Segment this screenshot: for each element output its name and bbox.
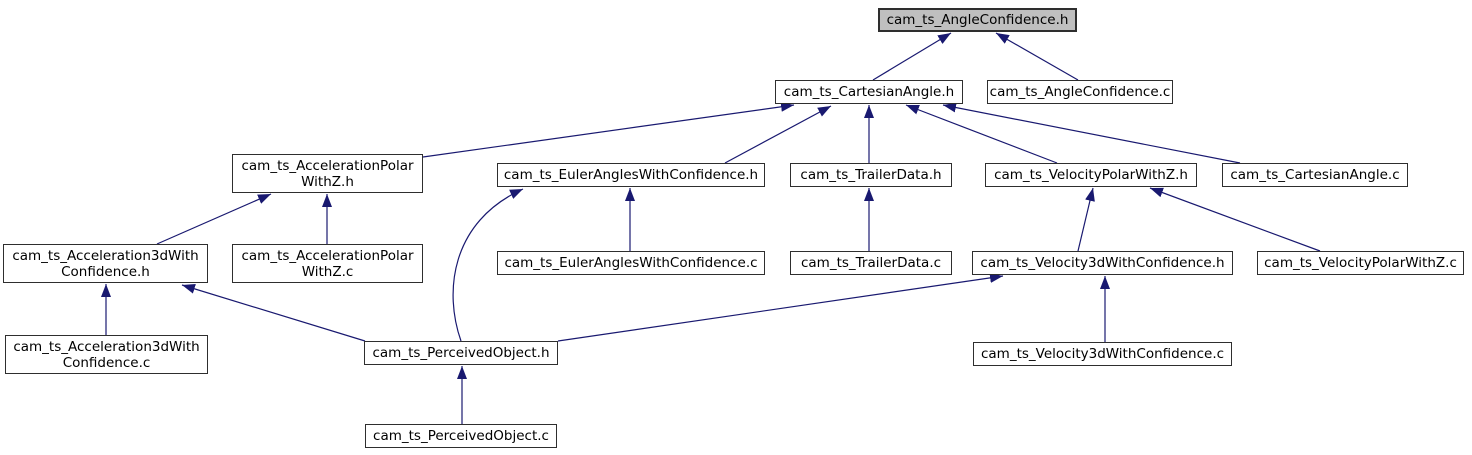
graph-node-vel3dconf_h[interactable] bbox=[972, 251, 1233, 275]
graph-node-label: cam_ts_AngleConfidence.h bbox=[886, 12, 1069, 28]
edge-cartesianangle_h-to-angleconfidence_h bbox=[873, 33, 951, 80]
edge-angleconfidence_c-to-angleconfidence_h bbox=[996, 33, 1078, 80]
graph-node-label: Confidence.h bbox=[61, 263, 150, 280]
graph-node-acc3dconf_h[interactable] bbox=[3, 244, 208, 283]
graph-node-label: cam_ts_AccelerationPolar bbox=[241, 247, 414, 264]
graph-node-label: cam_ts_Velocity3dWithConfidence.c bbox=[980, 346, 1225, 362]
graph-node-accpolarwithz_c[interactable] bbox=[232, 244, 423, 283]
graph-node-angleconfidence_c[interactable] bbox=[987, 80, 1173, 104]
edge-velpolarwithz_h-to-cartesianangle_h bbox=[906, 105, 1057, 163]
graph-node-euleranglesconf_c[interactable] bbox=[497, 251, 765, 275]
graph-node-label: cam_ts_PerceivedObject.c bbox=[373, 428, 549, 444]
graph-node-cartesianangle_h[interactable] bbox=[775, 80, 963, 104]
graph-node-label: cam_ts_Acceleration3dWith bbox=[13, 338, 200, 355]
graph-node-label: cam_ts_Acceleration3dWith bbox=[12, 247, 199, 264]
graph-node-label: cam_ts_CartesianAngle.h bbox=[783, 84, 955, 100]
edge-perceivedobject_h-to-vel3dconf_h bbox=[558, 276, 1003, 341]
graph-node-perceivedobject_h[interactable] bbox=[364, 341, 558, 365]
edge-acc3dconf_h-to-accpolarwithz_h bbox=[157, 194, 271, 244]
graph-node-vel3dconf_c[interactable] bbox=[973, 342, 1232, 366]
graph-node-angleconfidence_h bbox=[878, 8, 1077, 32]
edge-cartesianangle_c-to-cartesianangle_h bbox=[943, 105, 1240, 163]
graph-node-euleranglesconf_h[interactable] bbox=[497, 163, 765, 187]
edge-perceivedobject_h-to-acc3dconf_h bbox=[182, 285, 365, 341]
graph-node-trailerdata_h[interactable] bbox=[790, 163, 952, 187]
graph-node-accpolarwithz_h[interactable] bbox=[232, 154, 423, 193]
graph-node-velpolarwithz_c[interactable] bbox=[1257, 251, 1464, 275]
graph-node-label: cam_ts_TrailerData.h bbox=[800, 167, 942, 183]
graph-node-velpolarwithz_h[interactable] bbox=[985, 163, 1197, 187]
graph-node-label: cam_ts_CartesianAngle.c bbox=[1230, 167, 1400, 183]
graph-node-trailerdata_c[interactable] bbox=[790, 251, 952, 275]
graph-node-label: WithZ.c bbox=[301, 263, 354, 280]
graph-node-label: cam_ts_EulerAnglesWithConfidence.h bbox=[503, 167, 759, 183]
graph-node-perceivedobject_c[interactable] bbox=[365, 424, 557, 448]
graph-node-label: Confidence.c bbox=[62, 354, 151, 371]
graph-node-label: cam_ts_AccelerationPolar bbox=[241, 157, 414, 174]
graph-node-label: cam_ts_Velocity3dWithConfidence.h bbox=[980, 255, 1225, 271]
edge-vel3dconf_h-to-velpolarwithz_h bbox=[1078, 188, 1093, 251]
edge-accpolarwithz_h-to-cartesianangle_h bbox=[423, 105, 794, 157]
edge-velpolarwithz_c-to-velpolarwithz_h bbox=[1150, 188, 1320, 251]
graph-node-label: WithZ.h bbox=[301, 173, 354, 190]
graph-node-label: cam_ts_VelocityPolarWithZ.h bbox=[994, 167, 1188, 183]
graph-node-label: cam_ts_TrailerData.c bbox=[800, 255, 942, 271]
edge-euleranglesconf_h-to-cartesianangle_h bbox=[725, 106, 831, 163]
graph-node-label: cam_ts_EulerAnglesWithConfidence.c bbox=[504, 255, 758, 271]
graph-node-acc3dconf_c[interactable] bbox=[5, 335, 208, 374]
graph-node-cartesianangle_c[interactable] bbox=[1222, 163, 1408, 187]
graph-node-label: cam_ts_PerceivedObject.h bbox=[372, 345, 550, 361]
graph-node-label: cam_ts_AngleConfidence.c bbox=[989, 84, 1171, 100]
graph-node-label: cam_ts_VelocityPolarWithZ.c bbox=[1264, 255, 1457, 271]
